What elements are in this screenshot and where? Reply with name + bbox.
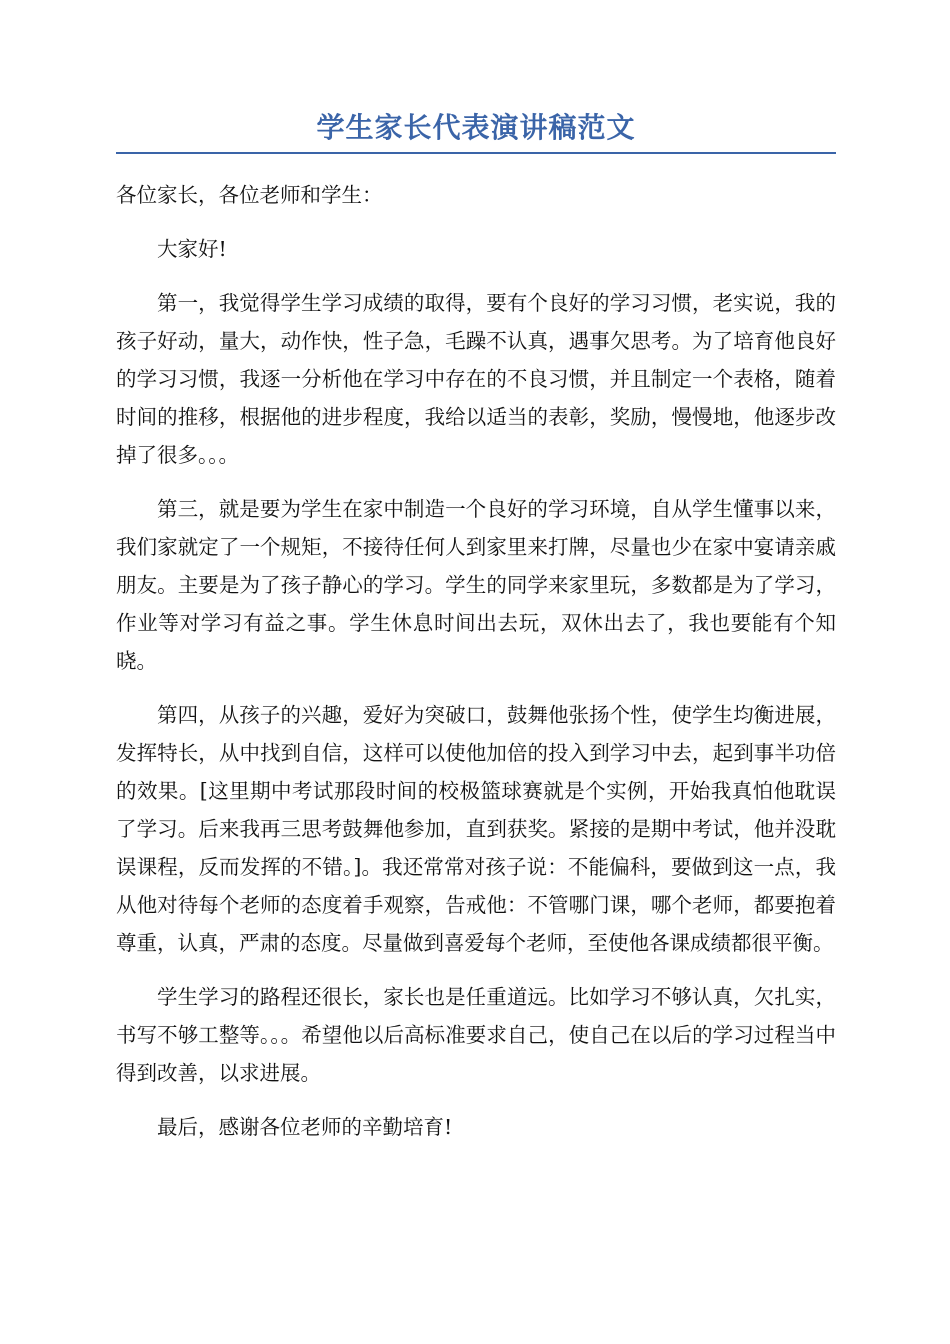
document-page	[116, 108, 836, 1162]
greeting: 各位家长，各位老师和学生：	[116, 183, 383, 207]
paragraph-fourth: 第四，从孩子的兴趣，爱好为突破口，鼓舞他张扬个性，使学生均衡进展，发挥特长，从中找到自信，这样可以使他加倍的投入到学习中去，起到事半功倍的效果。[这里期中考试那段时间的校极篮球赛就是个实例，开始我真怕他耽误了学习。后来我再三思考鼓舞他参加，直到获奖。紧接的是期中考试，他并没耽误课程，反而发挥的不错。]。我还常常对孩子说：不能偏科，要做到这一点，我从他对待每个老师的态度着手观察，告戒他：不管哪门课，哪个老师，都要抱着尊重，认真，严肃的态度。尽量做到喜爱每个老师，至使他各课成绩都很平衡。	[116, 703, 836, 955]
title-divider	[116, 152, 836, 154]
paragraph-thanks: 最后，感谢各位老师的辛勤培育!	[157, 1115, 453, 1139]
paragraph-hello: 大家好!	[157, 237, 227, 261]
paragraph-road-ahead: 学生学习的路程还很长，家长也是任重道远。比如学习不够认真，欠扎实，书写不够工整等。。。希望他以后高标准要求自己，使自己在以后的学习过程当中得到改善，以求进展。	[116, 985, 836, 1085]
paragraph-third: 第三，就是要为学生在家中制造一个良好的学习环境，自从学生懂事以来，我们家就定了一个规矩，不接待任何人到家里来打牌，尽量也少在家中宴请亲戚朋友。主要是为了孩子静心的学习。学生的同学来家里玩，多数都是为了学习，作业等对学习有益之事。学生休息时间出去玩，双休出去了，我也要能有个知晓。	[116, 497, 836, 673]
document-title: 学生家长代表演讲稿范文	[316, 111, 636, 144]
paragraph-first: 第一，我觉得学生学习成绩的取得，要有个良好的学习习惯，老实说，我的孩子好动，量大，动作快，性子急，毛躁不认真，遇事欠思考。为了培育他良好的学习习惯，我逐一分析他在学习中存在的不良习惯，并且制定一个表格，随着时间的推移，根据他的进步程度，我给以适当的表彰，奖励，慢慢地，他逐步改掉了很多。。。	[116, 291, 836, 467]
